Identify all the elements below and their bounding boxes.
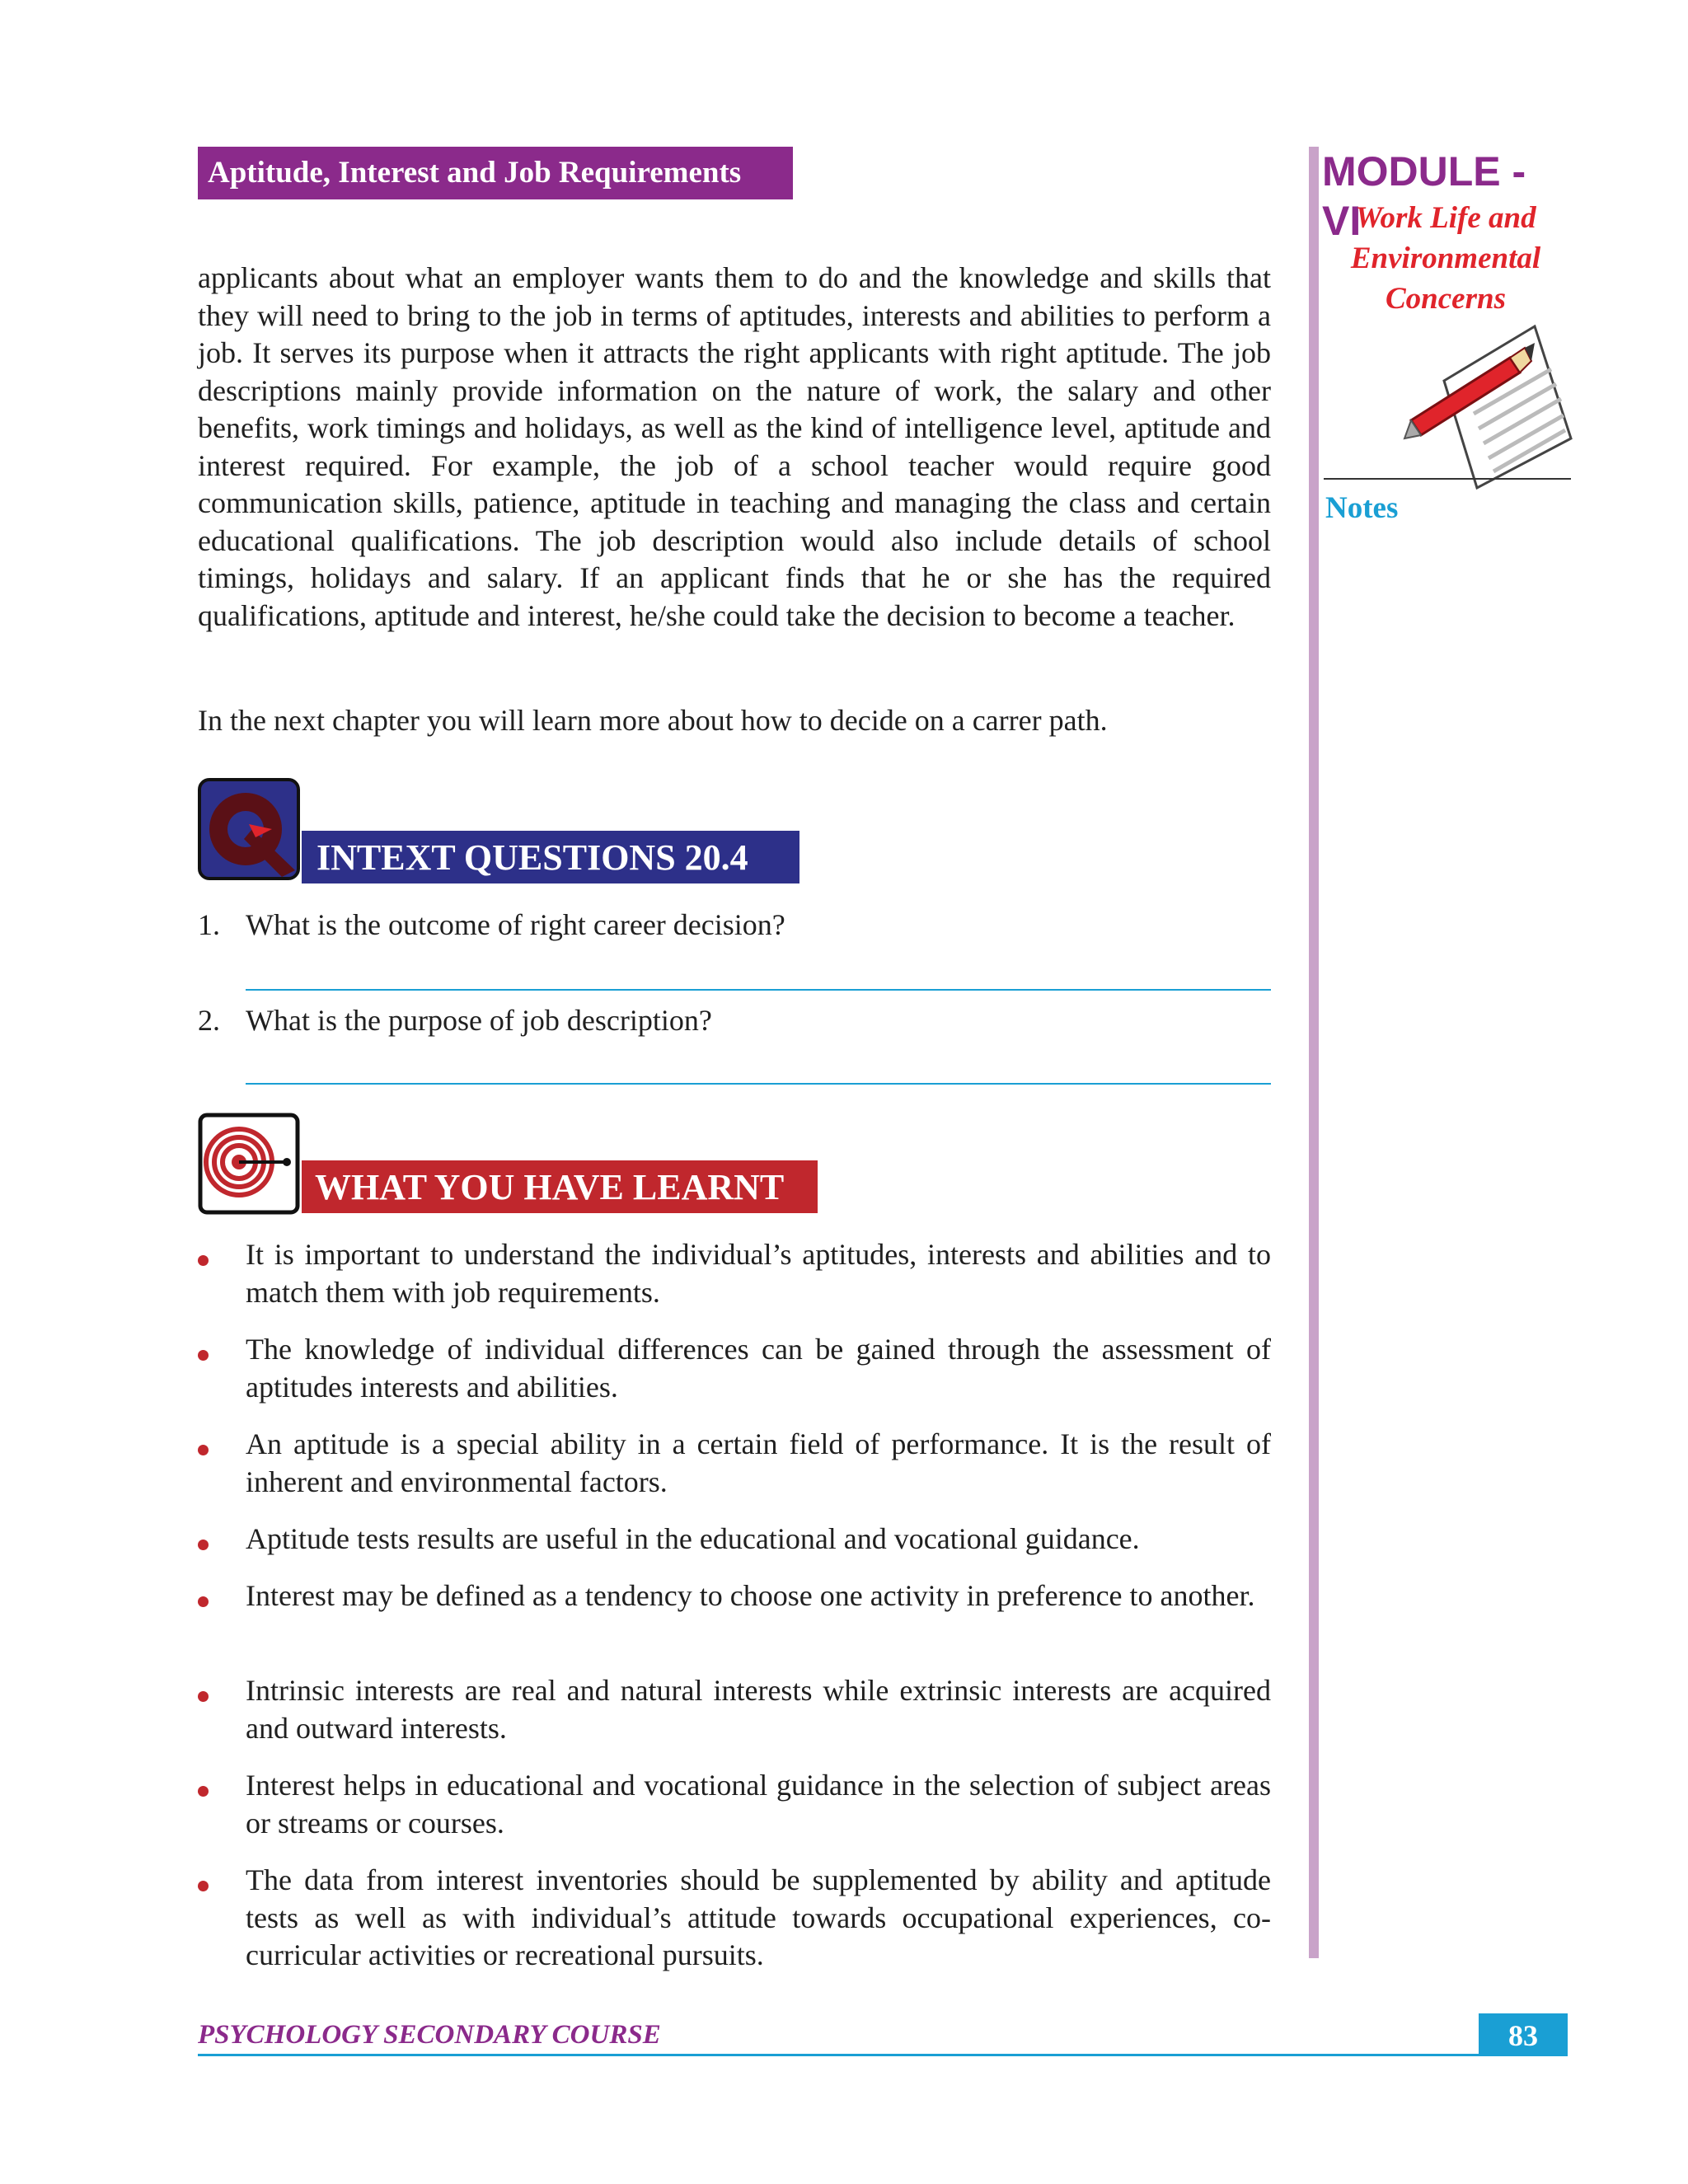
body-paragraph: applicants about what an employer wants them to do and the knowledge and skills that they will need to bring to the job in terms of aptitudes, interests and abilities to perform a job. It serves its purpose when it attracts the right applicants with right aptitude. The job descriptions mainly provide information on the nature of work, the salary and other benefits, work timings and holidays, as well as the kind of intelligence level, aptitude and interest required. For example, the job of a school teacher would require good communication skills, patience, aptitude in teaching and managing the class and certain educational qualifications. The job description would also include details of school timings, holidays and salary. If an applicant finds that he or she has the required qualifications, aptitude and interest, he/she could take the decision to become a teacher.: [198, 261, 1271, 632]
question-number: 1.: [198, 908, 220, 941]
section-header-tab: Aptitude, Interest and Job Requirements: [198, 147, 793, 199]
bullet-icon: [198, 1881, 209, 1891]
bullet-icon: [198, 1350, 209, 1361]
notes-pencil-icon: [1395, 323, 1576, 513]
list-item: Interest helps in educational and vocational guidance in the selection of subject areas or streams or courses.: [246, 1769, 1271, 1840]
notes-label: Notes: [1325, 491, 1399, 525]
list-item: The knowledge of individual differences can be gained through the assessment of aptitudes interests and abilities.: [246, 1333, 1271, 1404]
question-text: What is the purpose of job description?: [246, 1004, 712, 1037]
question-q-icon: [198, 778, 300, 880]
bullet-icon: [198, 1786, 209, 1797]
bullet-icon: [198, 1691, 209, 1702]
body-paragraph: In the next chapter you will learn more about how to decide on a carrer path.: [198, 704, 1108, 737]
question-text: What is the outcome of right career decision?: [246, 908, 785, 941]
list-item: Interest may be defined as a tendency to choose one activity in preference to another.: [246, 1579, 1255, 1612]
bullet-icon: [198, 1540, 209, 1550]
answer-line[interactable]: [246, 1083, 1271, 1085]
list-item: An aptitude is a special ability in a certain field of performance. It is the result of inherent and environmental factors.: [246, 1427, 1271, 1498]
question-number: 2.: [198, 1004, 220, 1037]
list-item: The data from interest inventories should be supplemented by ability and aptitude tests as well as with individual’s attitude towards occupational experiences, co-curricular activities or recreational pursuits.: [246, 1863, 1271, 1971]
footer-course-name: PSYCHOLOGY SECONDARY COURSE: [198, 2020, 661, 2050]
list-item: Intrinsic interests are real and natural interests while extrinsic interests are acquired and outward interests.: [246, 1674, 1271, 1745]
module-title: MODULE - VI: [1322, 148, 1526, 244]
notes-rule: [1324, 478, 1571, 480]
list-item: Aptitude tests results are useful in the educational and vocational guidance.: [246, 1522, 1140, 1555]
target-dart-icon: [198, 1113, 300, 1215]
list-item: It is important to understand the individual’s aptitudes, interests and abilities and to match them with job requirements.: [246, 1238, 1271, 1309]
footer-rule: [198, 2054, 1568, 2056]
bullet-icon: [198, 1255, 209, 1266]
answer-line[interactable]: [246, 989, 1271, 991]
bullet-icon: [198, 1445, 209, 1455]
intext-questions-heading: INTEXT QUESTIONS 20.4: [302, 831, 799, 883]
bullet-icon: [198, 1596, 209, 1607]
module-subtitle-line: Concerns: [1386, 282, 1506, 316]
what-you-have-learnt-heading: WHAT YOU HAVE LEARNT: [302, 1160, 818, 1213]
module-subtitle-line: Work Life and: [1355, 201, 1536, 235]
sidebar-rule: [1309, 147, 1319, 1958]
page-number: 83: [1479, 2013, 1568, 2056]
module-subtitle-line: Environmental: [1350, 241, 1541, 275]
module-subtitle: [1322, 198, 1569, 319]
